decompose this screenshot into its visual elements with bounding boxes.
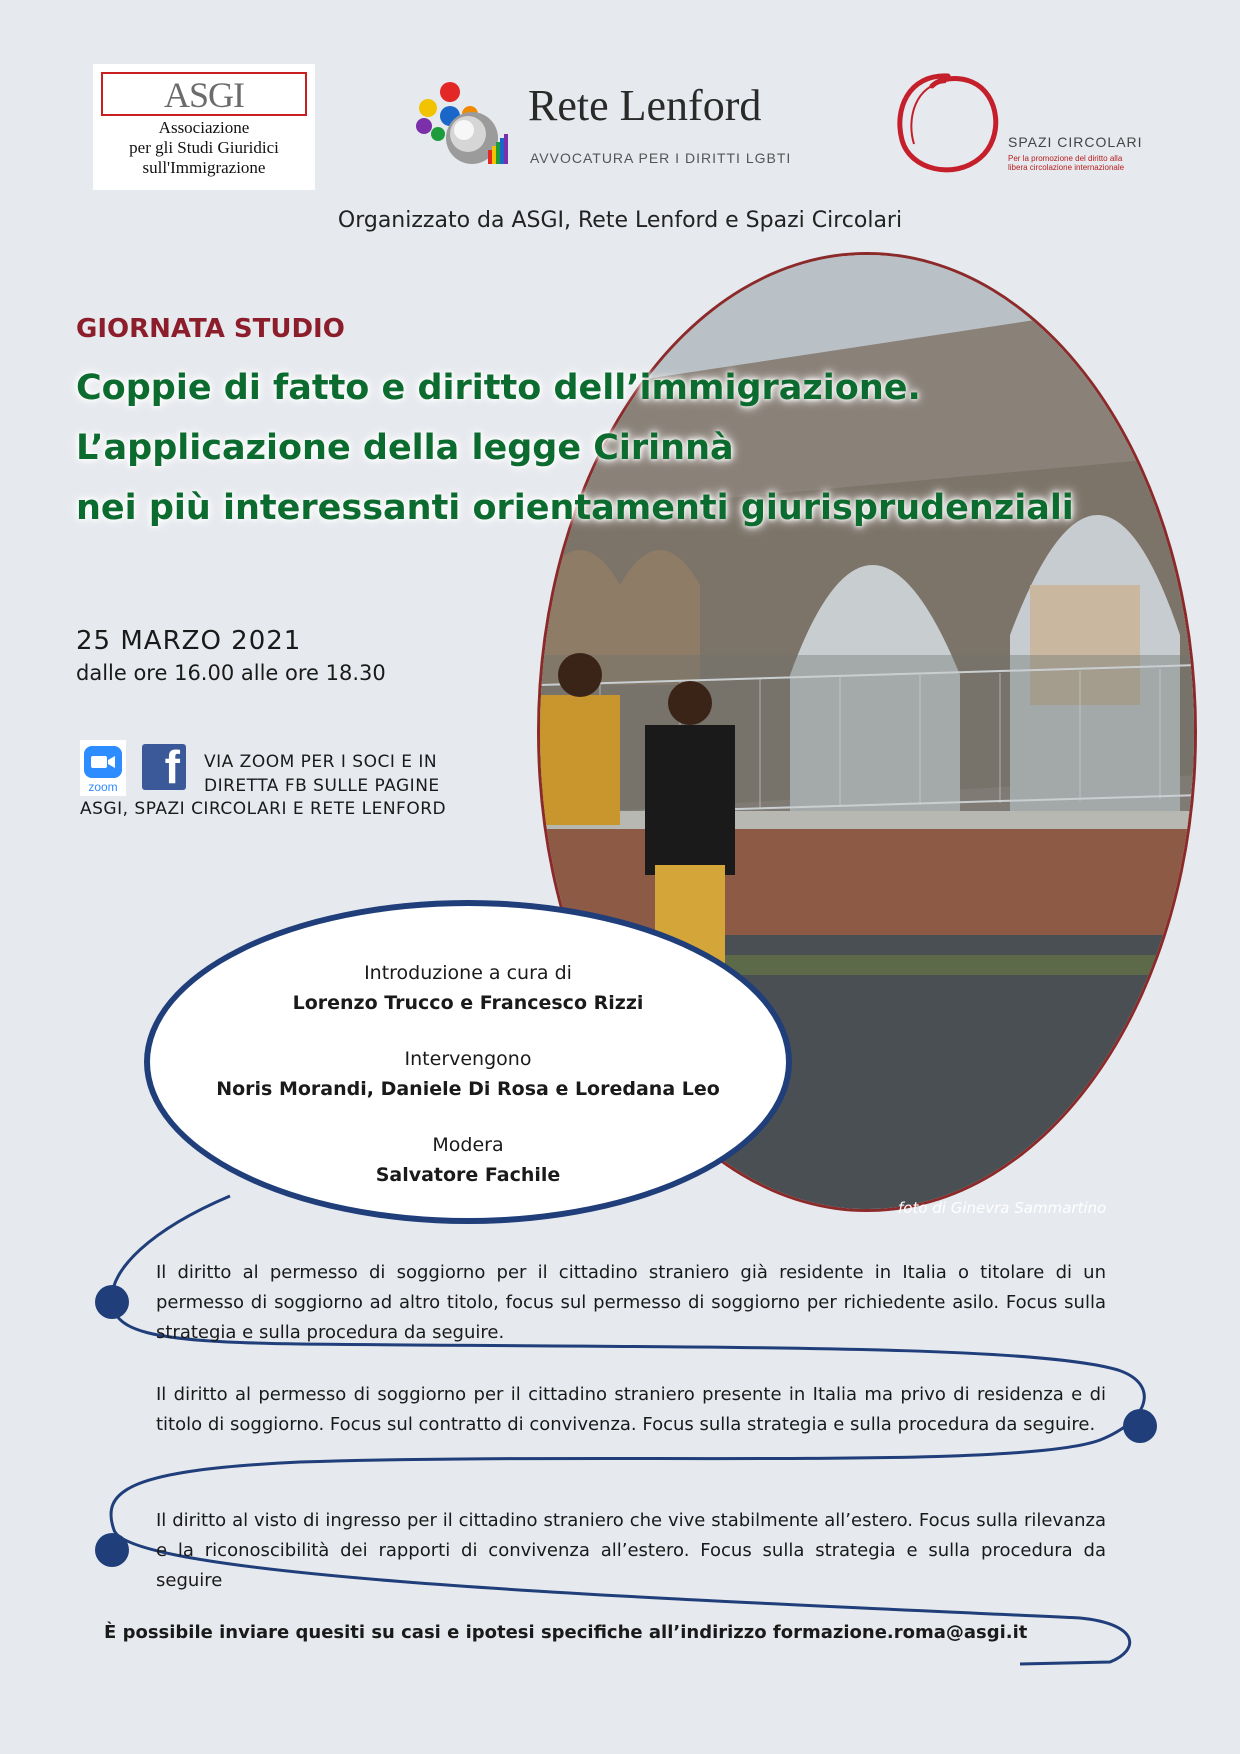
lenford-name: Rete Lenford <box>528 81 762 130</box>
spazi-circle-icon <box>888 66 1008 182</box>
event-kicker: GIORNATA STUDIO <box>76 314 345 344</box>
facebook-icon: f <box>142 744 186 790</box>
topic-bullet-2 <box>1123 1409 1157 1443</box>
event-time: dalle ore 16.00 alle ore 18.30 <box>76 661 386 685</box>
event-title-line: nei più interessanti orientamenti giurisprudenziali <box>76 488 1074 528</box>
intro-label: Introduzione a cura di <box>364 962 572 984</box>
rete-lenford-logo <box>412 80 802 180</box>
stream-line: DIRETTA FB SULLE PAGINE <box>204 776 440 796</box>
asgi-logo-mark: ASGI <box>163 75 244 115</box>
organizers-line: Organizzato da ASGI, Rete Lenford e Spazi Circolari <box>337 208 903 233</box>
topic-bullet-1 <box>95 1285 129 1319</box>
asgi-logo-text <box>93 118 315 178</box>
topic-3: Il diritto al visto di ingresso per il cittadino straniero che vive stabilmente all’estero. Focus sulla rilevanza e la riconoscibilità dei rapporti di convivenza all’estero. Focus sulla strategia e sulla procedura da seguire <box>156 1510 1106 1591</box>
topic-1: Il diritto al permesso di soggiorno per il cittadino straniero già residente in Italia o titolare di un permesso di soggiorno ad altro titolo, focus sul permesso di soggiorno per richiedente asilo. Focus sulla strategia e sulla procedura da seguire. <box>156 1262 1106 1343</box>
event-title-line: L’applicazione della legge Cirinnà <box>76 428 734 468</box>
speakers-oval <box>144 900 792 1224</box>
asgi-name-line: per gli Studi Giuridici <box>129 138 279 157</box>
intro-names: Lorenzo Trucco e Francesco Rizzi <box>292 992 644 1014</box>
asgi-name-line: Associazione <box>158 118 250 137</box>
footer-note: È possibile inviare quesiti su casi e ipotesi specifiche all’indirizzo formazione.roma@asgi.it <box>104 1622 1028 1643</box>
spazi-name: SPAZI CIRCOLARI <box>1008 134 1143 150</box>
topic-2: Il diritto al permesso di soggiorno per il cittadino straniero presente in Italia ma privo di residenza e di titolo di soggiorno. Focus sul contratto di convivenza. Focus sulla strategia e sulla procedura da seguire. <box>156 1384 1106 1435</box>
spazi-tagline: Per la promozione del diritto alla libera circolazione internazionale <box>1008 154 1125 172</box>
asgi-logo <box>93 64 315 190</box>
stream-line: VIA ZOOM PER I SOCI E IN <box>204 752 438 772</box>
zoom-label: zoom <box>88 780 118 794</box>
event-title-line: Coppie di fatto e diritto dell’immigrazione. <box>76 368 921 408</box>
speakers-label: Intervengono <box>404 1048 532 1070</box>
topic-bullet-3 <box>95 1533 129 1567</box>
moderator-label: Modera <box>432 1134 504 1156</box>
event-date: 25 MARZO 2021 <box>76 626 302 656</box>
zoom-icon <box>80 740 126 796</box>
lenford-bubbles-icon <box>412 80 522 170</box>
speakers-names: Noris Morandi, Daniele Di Rosa e Loredana Leo <box>216 1078 720 1100</box>
stream-line: ASGI, SPAZI CIRCOLARI E RETE LENFORD <box>80 799 447 819</box>
lenford-tagline: AVVOCATURA PER I DIRITTI LGBTI <box>530 150 792 166</box>
moderator-name: Salvatore Fachile <box>375 1164 561 1186</box>
photo-credit: foto di Ginevra Sammartino <box>898 1199 1107 1217</box>
spazi-circolari-logo <box>888 66 1148 182</box>
asgi-name-line: sull'Immigrazione <box>142 158 266 177</box>
